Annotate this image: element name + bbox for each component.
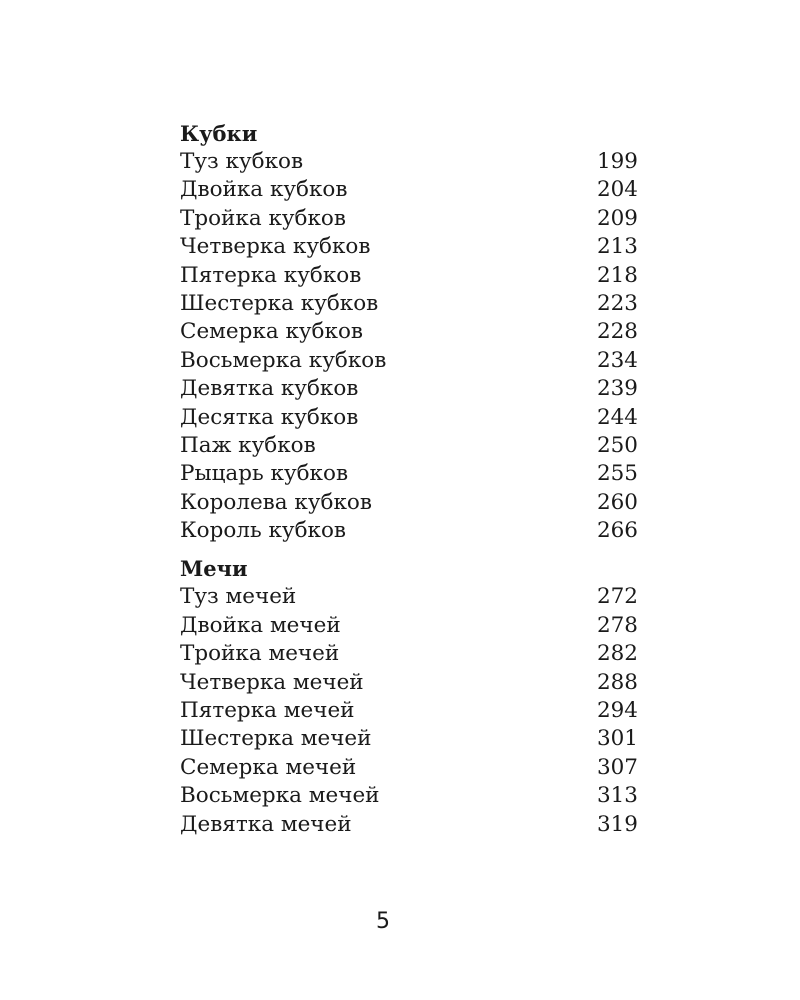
entry-page-number: 294 (596, 698, 638, 724)
entry-page-number: 288 (596, 669, 638, 695)
entry-page-number: 204 (596, 177, 638, 203)
toc-entry (180, 583, 638, 611)
entry-page-number: 255 (596, 461, 638, 487)
entry-title: Четверка мечей (180, 669, 364, 695)
entry-page-number: 319 (596, 811, 638, 837)
toc-entry (180, 460, 638, 488)
section-swords (180, 555, 638, 839)
entry-title: Двойка кубков (180, 177, 348, 203)
entry-page-number: 272 (596, 584, 638, 610)
toc-entry (180, 811, 638, 839)
toc-entry (180, 612, 638, 640)
entry-title: Десятка кубков (180, 404, 359, 430)
entry-page-number: 223 (596, 290, 638, 316)
toc-entry (180, 782, 638, 810)
entry-page-number: 239 (596, 376, 638, 402)
entry-page-number: 199 (596, 149, 638, 174)
toc-entry (180, 725, 638, 753)
entry-page-number: 266 (596, 518, 638, 544)
toc-entry (180, 517, 638, 545)
entry-page-number: 260 (596, 489, 638, 515)
toc-entry (180, 754, 638, 782)
toc-entry (180, 148, 638, 176)
entry-title: Шестерка кубков (180, 290, 379, 316)
entry-title: Рыцарь кубков (180, 461, 349, 487)
entry-page-number: 234 (596, 347, 638, 373)
table-of-contents (180, 120, 638, 839)
entry-title: Королева кубков (180, 489, 372, 515)
entry-title: Восьмерка мечей (180, 783, 380, 809)
toc-entry (180, 205, 638, 233)
entry-page-number: 282 (596, 641, 638, 667)
entry-title: Тройка кубков (180, 205, 346, 231)
entry-page-number: 278 (596, 612, 638, 638)
toc-entry (180, 233, 638, 261)
entry-page-number: 209 (596, 205, 638, 231)
entry-title: Туз кубков (180, 149, 304, 174)
entry-title: Семерка мечей (180, 754, 357, 780)
section-title: Кубки (180, 121, 258, 146)
section-title: Мечи (180, 556, 248, 582)
page-number: 5 (376, 909, 390, 934)
entry-title: Шестерка мечей (180, 726, 372, 752)
entry-page-number: 244 (596, 404, 638, 430)
toc-entry (180, 489, 638, 517)
toc-entry (180, 290, 638, 318)
entry-title: Семерка кубков (180, 319, 363, 345)
section-cups (180, 120, 638, 545)
entry-page-number: 307 (596, 754, 638, 780)
entry-title: Король кубков (180, 518, 347, 544)
entry-page-number: 250 (596, 432, 638, 458)
toc-entry (180, 669, 638, 697)
toc-entry (180, 176, 638, 204)
toc-entry (180, 697, 638, 725)
entry-page-number: 313 (596, 783, 638, 809)
toc-entry (180, 375, 638, 403)
toc-entry (180, 262, 638, 290)
entry-title: Двойка мечей (180, 612, 341, 638)
entry-title: Девятка кубков (180, 376, 359, 402)
entry-page-number: 301 (596, 726, 638, 752)
toc-entry (180, 640, 638, 668)
entry-title: Восьмерка кубков (180, 347, 387, 373)
toc-entry (180, 432, 638, 460)
entry-title: Туз мечей (180, 584, 297, 610)
entry-title: Пятерка мечей (180, 698, 355, 724)
entry-title: Пятерка кубков (180, 262, 362, 288)
entry-title: Тройка мечей (180, 641, 340, 667)
toc-entry (180, 318, 638, 346)
toc-entry (180, 347, 638, 375)
entry-list (180, 148, 638, 545)
toc-entry (180, 404, 638, 432)
entry-page-number: 228 (596, 319, 638, 345)
entry-title: Девятка мечей (180, 811, 352, 837)
entry-title: Паж кубков (180, 432, 316, 458)
entry-list (180, 583, 638, 839)
entry-page-number: 218 (596, 262, 638, 288)
entry-title: Четверка кубков (180, 234, 371, 260)
entry-page-number: 213 (596, 234, 638, 260)
